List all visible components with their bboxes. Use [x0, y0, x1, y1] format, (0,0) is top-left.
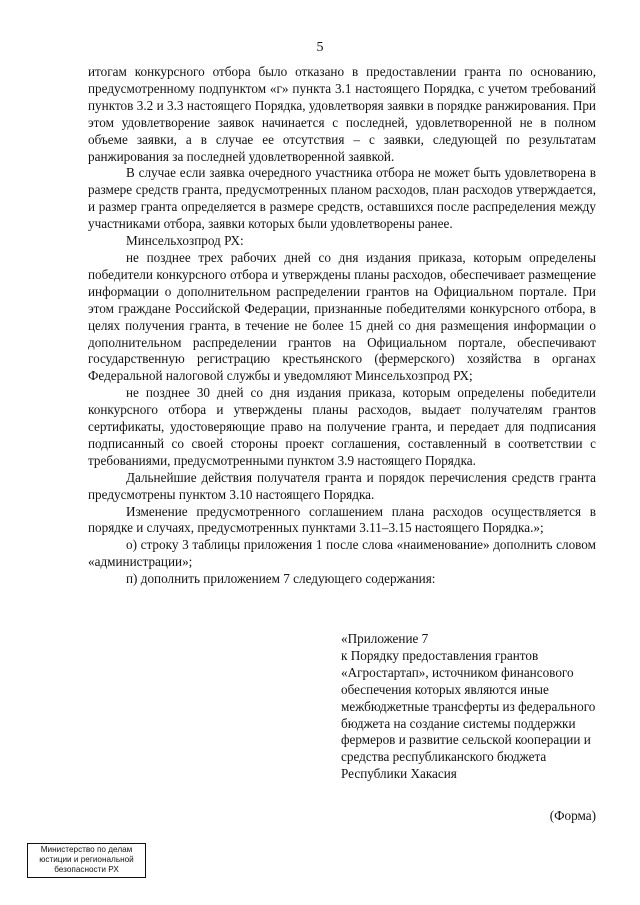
appendix-heading-text: «Приложение 7 к Порядку предоставления грантов «Агростартап», источником финансового обеспечения которых являются иные межбюджетные трансферты из федерального бюджета на создание системы поддержки фермеров и развитие сельской кооперации и средства республиканского бюджета Республики Хакасия: [341, 631, 596, 782]
paragraph: Дальнейшие действия получателя гранта и порядок перечисления средств гранта предусмотрены пунктом 3.10 настоящего Порядка.: [88, 469, 596, 502]
paragraph: Минсельхозпрод РХ:: [126, 233, 244, 249]
paragraph: Изменение предусмотренного соглашением плана расходов осуществляется в порядке и случаях, предусмотренных пунктами 3.11–3.15 настоящего Порядка.»;: [88, 503, 596, 536]
stamp-line: безопасности РХ: [54, 865, 119, 874]
paragraph: В случае если заявка очередного участника отбора не может быть удовлетворена в размере средств гранта, предусмотренных планом расходов, план расходов утверждается, и размер гранта определяется в размере средств, оставшихся после распределения между участниками отбора, заявки которых были удовлетворены ранее.: [88, 165, 596, 232]
registration-stamp: [27, 843, 146, 878]
document-body: [88, 64, 596, 588]
appendix-heading: [341, 631, 599, 783]
paragraph: итогам конкурсного отбора было отказано в предоставлении гранта по основанию, предусмотренному подпунктом «г» пункта 3.1 настоящего Порядка, с учетом требований пунктов 3.2 и 3.3 настоящего Порядка, удовлетворяя заявки в порядке ранжирования. При этом удовлетворение заявок начинается с последней, удовлетворенной не в полном объеме заявки, а в случае ее отсутствия – с заявки, следующей по результатам ранжирования за последней удовлетворенной заявкой.: [88, 64, 596, 164]
paragraph: п) дополнить приложением 7 следующего содержания:: [126, 571, 436, 587]
paragraph: не позднее 30 дней со дня издания приказа, которым определены победители конкурсного отбора и утверждены планы расходов, выдает получателям грантов сертификаты, удостоверяющие право на получение гранта, и передает для подписания подписанный со своей стороны проект соглашения, составленный в соответствии с требованиями, предусмотренными пунктом 3.9 настоящего Порядка.: [88, 385, 596, 468]
paragraph: о) строку 3 таблицы приложения 1 после слова «наименование» дополнить словом «администрации»;: [88, 537, 596, 570]
form-label: (Форма): [549, 808, 596, 823]
paragraph: не позднее трех рабочих дней со дня издания приказа, которым определены победители конкурсного отбора и утверждены планы расходов, обеспечивает размещение информации о дополнительном распределении грантов на Официальном портале. При этом граждане Российской Федерации, признанные победителями конкурсного отбора, в целях получения гранта, в течение не более 15 дней со дня размещения информации о дополнительном распределении грантов на Официальном портале, обеспечивают государственную регистрацию крестьянского (фермерского) хозяйства в органах Федеральной налоговой службы и уведомляют Минсельхозпрод РХ;: [88, 249, 596, 384]
stamp-line: юстиции и региональной: [39, 855, 134, 864]
page-number: 5: [316, 40, 324, 55]
stamp-line: Министерство по делам: [40, 845, 133, 854]
